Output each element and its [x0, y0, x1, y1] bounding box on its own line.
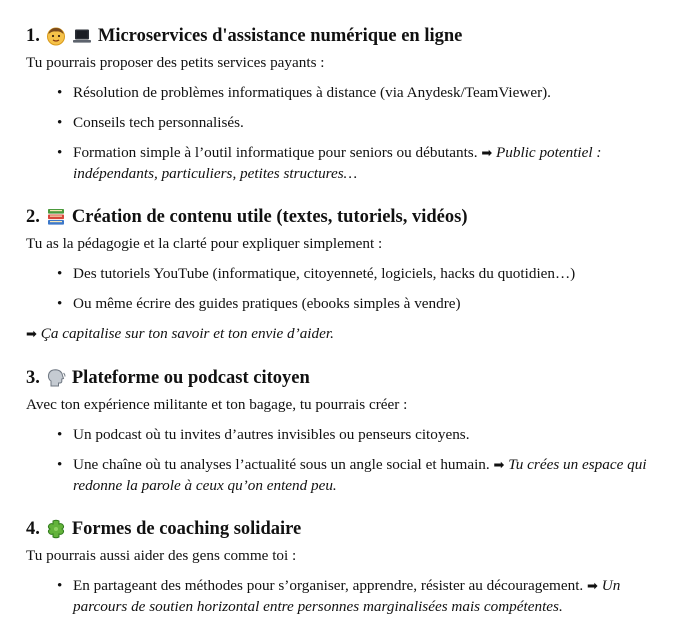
section-intro: Tu pourrais proposer des petits services payants : — [26, 54, 325, 71]
list-item-note: Public potentiel : indépendants, particuliers, petites structures… — [73, 144, 602, 182]
bullet-icon: • — [57, 295, 63, 312]
section-number: 3. — [26, 368, 40, 388]
list-item-text: En partageant des méthodes pour s’organiser, apprendre, résister au découragement. — [73, 577, 584, 594]
section-intro: Tu as la pédagogie et la clarté pour expliquer simplement : — [26, 235, 383, 252]
arrow-right-icon: ➡ — [587, 579, 598, 594]
list-item — [26, 83, 666, 103]
section-title: Plateforme ou podcast citoyen — [71, 368, 310, 388]
list-item — [26, 425, 666, 445]
list-item-text: Une chaîne où tu analyses l’actualité sous un angle social et humain. — [73, 456, 490, 473]
section-4-heading — [26, 518, 666, 540]
section-3-heading — [26, 367, 666, 389]
list-item — [26, 143, 666, 184]
section-number: 1. — [26, 26, 40, 46]
bullet-icon: • — [57, 456, 63, 473]
section-3 — [26, 367, 666, 496]
list-item — [26, 455, 666, 496]
books-icon — [46, 207, 66, 227]
list-item-note: Un parcours de soutien horizontal entre personnes marginalisées mais compétentes. — [73, 577, 621, 615]
bullet-list — [26, 83, 666, 184]
list-item-text: Conseils tech personnalisés. — [73, 114, 244, 131]
bullet-icon: • — [57, 426, 63, 443]
bullet-icon: • — [57, 144, 63, 161]
list-item-text: Formation simple à l’outil informatique pour seniors ou débutants. — [73, 144, 478, 161]
list-item-text: Résolution de problèmes informatiques à distance (via Anydesk/TeamViewer). — [73, 84, 551, 101]
section-2-heading — [26, 206, 666, 228]
list-item — [26, 113, 666, 133]
section-number: 2. — [26, 207, 40, 227]
arrow-right-icon: ➡ — [26, 327, 37, 342]
speaking-head-icon — [46, 368, 66, 388]
bullet-list — [26, 425, 666, 496]
section-2 — [26, 206, 666, 345]
section-title: Création de contenu utile (textes, tutoriels, vidéos) — [71, 207, 468, 227]
section-intro: Tu pourrais aussi aider des gens comme toi : — [26, 547, 297, 564]
puzzle-piece-icon — [46, 519, 66, 539]
laptop-icon — [72, 26, 92, 46]
list-item — [26, 576, 666, 617]
person-icon — [46, 26, 66, 46]
bullet-icon: • — [57, 577, 63, 594]
section-4 — [26, 518, 666, 617]
section-number: 4. — [26, 519, 40, 539]
list-item — [26, 294, 666, 314]
arrow-right-icon: ➡ — [481, 146, 493, 161]
section-intro: Avec ton expérience militante et ton bagage, tu pourrais créer : — [26, 396, 408, 413]
bullet-icon: • — [57, 114, 63, 131]
list-item — [26, 264, 666, 284]
list-item-text: Des tutoriels YouTube (informatique, citoyenneté, logiciels, hacks du quotidien…) — [73, 265, 576, 282]
closing-note: Ça capitalise sur ton savoir et ton envie d’aider. — [40, 325, 334, 342]
bullet-icon: • — [57, 265, 63, 282]
section-title: Formes de coaching solidaire — [71, 519, 302, 539]
section-1-heading — [26, 25, 666, 47]
list-item-note: Tu crées un espace qui redonne la parole à ceux qu’on entend peu. — [73, 456, 647, 494]
list-item-text: Ou même écrire des guides pratiques (ebooks simples à vendre) — [73, 295, 461, 312]
bullet-icon: • — [57, 84, 63, 101]
arrow-right-icon: ➡ — [493, 458, 505, 473]
bullet-list — [26, 576, 666, 617]
section-closing — [26, 324, 666, 345]
section-title: Microservices d'assistance numérique en ligne — [97, 26, 463, 46]
bullet-list — [26, 264, 666, 314]
list-item-text: Un podcast où tu invites d’autres invisibles ou penseurs citoyens. — [73, 426, 470, 443]
section-1 — [26, 25, 666, 184]
